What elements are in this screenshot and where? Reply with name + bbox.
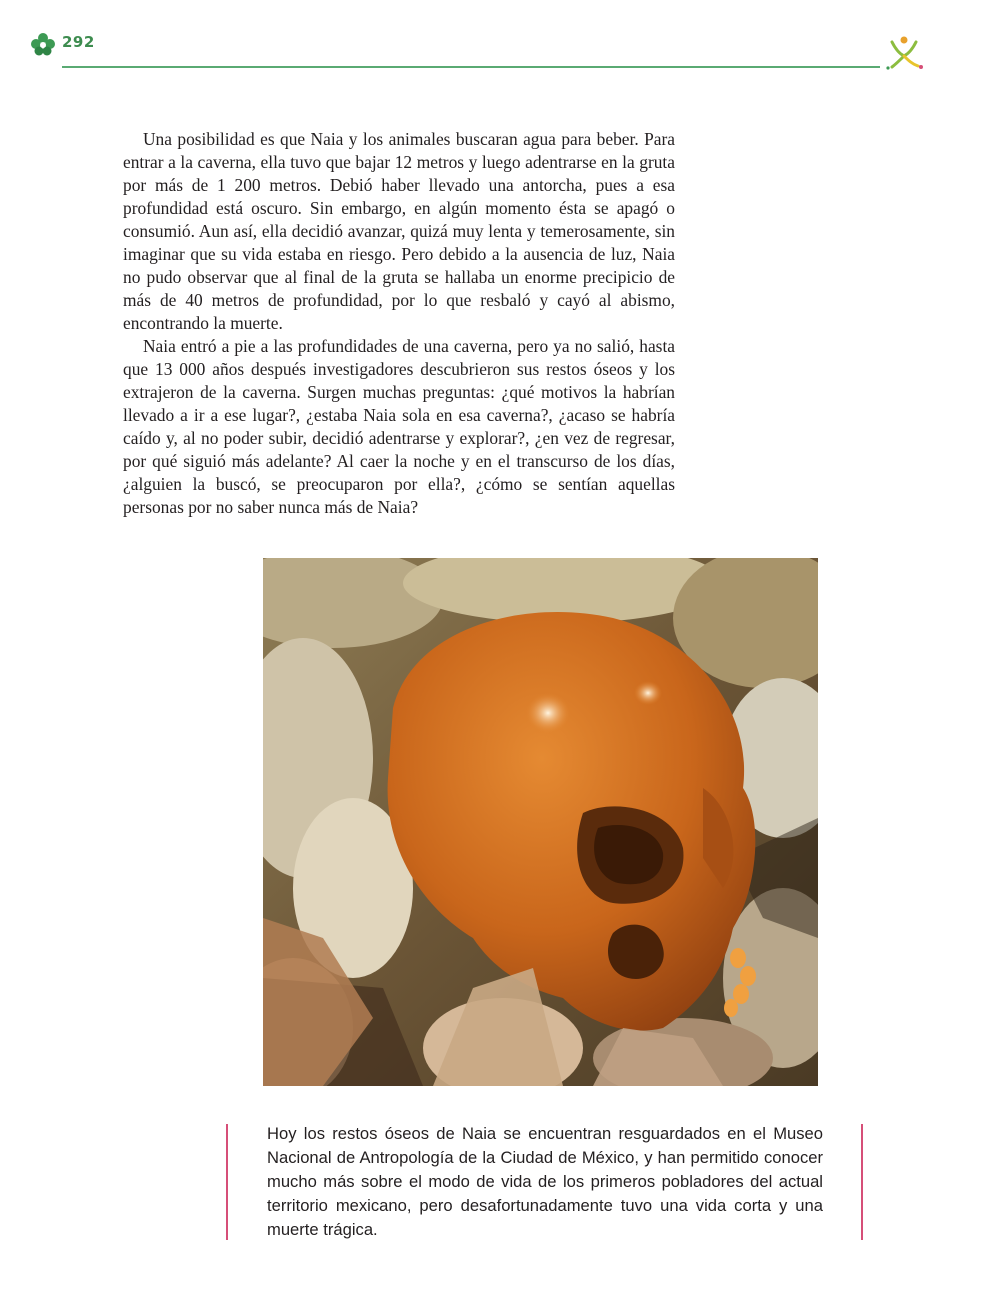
- skull-in-cave-photo: [263, 558, 818, 1086]
- article-body: [123, 128, 675, 519]
- caption-accent-bar-right: [861, 1124, 863, 1240]
- green-cluster-emblem-icon: [30, 32, 56, 56]
- page-number: 292: [62, 33, 95, 51]
- paragraph: Naia entró a pie a las profundidades de una caverna, pero ya no salió, hasta que 13 000 años después investigadores descubrieron sus restos óseos y los extrajeron de la caverna. Surgen muchas preguntas: ¿qué motivos la habrían llevado a ir a ese lugar?, ¿estaba Naia sola en esa caverna?, ¿acaso se habría caído y, al no poder subir, decidió adentrarse y explorar?, ¿en vez de regresar, por qué siguió más adelante? Al caer la noche y en el transcurso de los días, ¿alguien la buscó, se preocuparon por ella?, ¿cómo se sentían aquellas personas por no saber nunca más de Naia?: [123, 336, 675, 517]
- yellow-green-figure-emblem-icon: [884, 34, 924, 72]
- figure-caption: Hoy los restos óseos de Naia se encuentran resguardados en el Museo Nacional de Antropología de la Ciudad de México, y han permitido conocer mucho más sobre el modo de vida de los primeros pobladores del actual territorio mexicano, pero desafortunadamente tuvo una vida corta y una muerte trágica.: [267, 1124, 823, 1239]
- page-header: [0, 0, 986, 80]
- paragraph: Una posibilidad es que Naia y los animales buscaran agua para beber. Para entrar a la caverna, ella tuvo que bajar 12 metros y luego adentrarse en la gruta por más de 1 200 metros. Debió haber llevado una antorcha, pues a esa profundidad está oscuro. Sin embargo, en algún momento ésta se apagó o consumió. Aun así, ella decidió avanzar, quizá muy lenta y temerosamente, sin imaginar que su vida estaba en riesgo. Pero debido a la ausencia de luz, Naia no pudo observar que al final de la gruta se hallaba un enorme precipicio de más de 40 metros de profundidad, por lo que resbaló y cayó al abismo, encontrando la muerte.: [123, 129, 675, 333]
- caption-accent-bar-left: [226, 1124, 228, 1240]
- header-divider: [62, 66, 880, 68]
